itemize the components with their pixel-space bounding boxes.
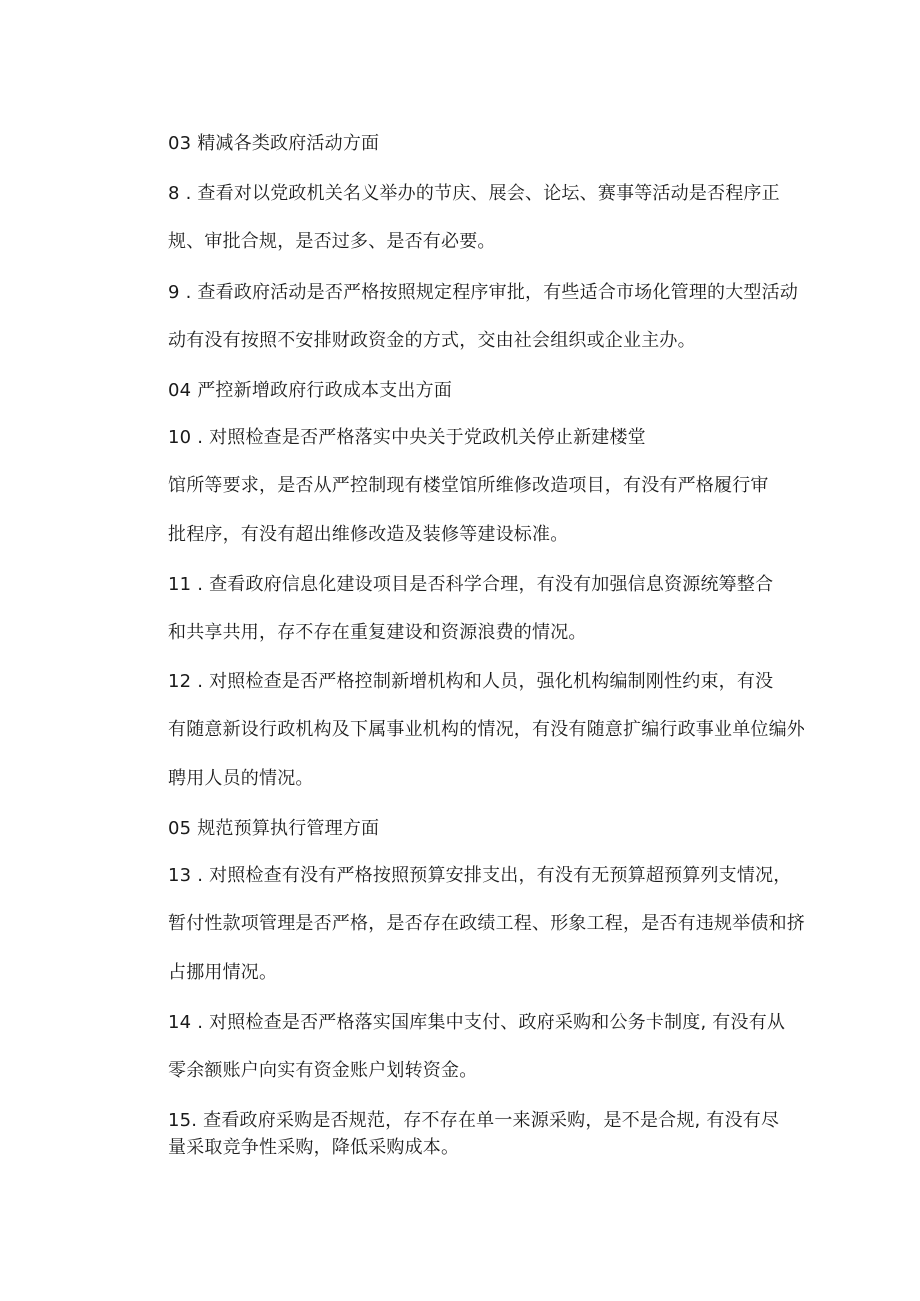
paragraph-12-line-3: 聘用人员的情况。 [168,768,314,789]
paragraph-12-line-1: 12 . 对照检查是否严格控制新增机构和人员，强化机构编制刚性约束，有没 [168,671,774,692]
section-heading-03: 03 精减各类政府活动方面 [168,133,380,154]
paragraph-13-line-1: 13 . 对照检查有没有严格按照预算安排支出，有没有无预算超预算列支情况， [168,865,792,886]
paragraph-15-line-2: 量采取竞争性采购，降低采购成本。 [168,1137,460,1158]
paragraph-9-line-1: 9 . 查看政府活动是否严格按照规定程序审批，有些适合市场化管理的大型活动 [168,282,799,303]
paragraph-10-line-2: 馆所等要求，是否从严控制现有楼堂馆所维修改造项目，有没有严格履行审 [168,475,769,496]
paragraph-12-line-2: 有随意新设行政机构及下属事业机构的情况，有没有随意扩编行政事业单位编外 [168,719,805,740]
paragraph-14-line-2: 零余额账户向实有资金账户划转资金。 [168,1060,478,1081]
section-heading-05: 05 规范预算执行管理方面 [168,818,380,839]
paragraph-10-line-1: 10 . 对照检查是否严格落实中央关于党政机关停止新建楼堂 [168,427,646,448]
paragraph-8-line-2: 规、审批合规，是否过多、是否有必要。 [168,231,496,252]
paragraph-15-line-1: 15. 查看政府采购是否规范，存不存在单一来源采购，是不是合规, 有没有尽 [168,1110,780,1131]
section-heading-04: 04 严控新增政府行政成本支出方面 [168,380,453,401]
paragraph-13-line-2: 暂付性款项管理是否严格，是否存在政绩工程、形象工程，是否有违规举债和挤 [168,913,805,934]
paragraph-8-line-1: 8 . 查看对以党政机关名义举办的节庆、展会、论坛、赛事等活动是否程序正 [168,183,780,204]
paragraph-13-line-3: 占挪用情况。 [168,962,278,983]
paragraph-11-line-1: 11 . 查看政府信息化建设项目是否科学合理，有没有加强信息资源统筹整合 [168,574,774,595]
paragraph-11-line-2: 和共享共用，存不存在重复建设和资源浪费的情况。 [168,622,587,643]
paragraph-14-line-1: 14 . 对照检查是否严格落实国库集中支付、政府采购和公务卡制度, 有没有从 [168,1012,786,1033]
paragraph-10-line-3: 批程序，有没有超出维修改造及装修等建设标准。 [168,524,569,545]
paragraph-9-line-2: 动有没有按照不安排财政资金的方式，交由社会组织或企业主办。 [168,330,696,351]
